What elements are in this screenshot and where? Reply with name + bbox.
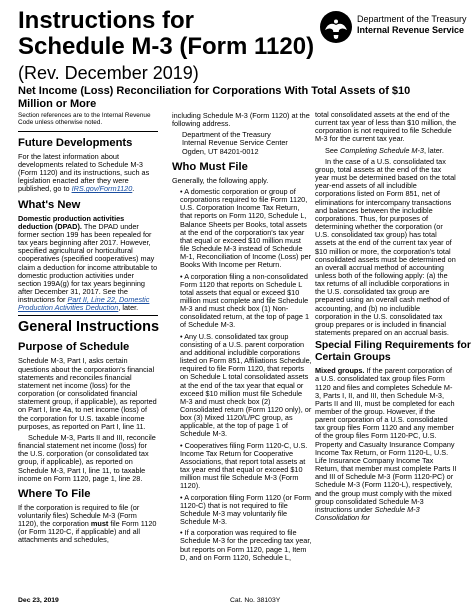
column-right bbox=[315, 110, 471, 525]
list-item: • A corporation filing a non-consolidated Form 1120 that reports on Schedule L total assets that equal or exceed $10 million must complete and file Schedule M-3 and must check box (1) Non-consolidated return, at the top of page 1 of Schedule M-3. bbox=[180, 271, 310, 330]
who-must-file-intro: Generally, the following apply. bbox=[172, 175, 269, 185]
threshold-continuation: total consolidated assets at the end of the current tax year of less than $10 million, the corporation is not required to file Schedule M-3 for the current tax year. bbox=[315, 110, 457, 144]
purpose-heading: Purpose of Schedule bbox=[18, 341, 130, 354]
consolidated-assets-paragraph: In the case of a U.S. consolidated tax group, total assets at the end of the tax year must be determined based on the total year-end assets of all includible corporations listed on Form 851, net of eliminations for intercompany transactions and balances between the includible corporations. Thus, for purposes of determining whether the corporation (or U.S. consolidated tax group) has total assets at the end of the current tax year of $10 million or more, the corporation's total consolidated assets must be determined on an overall accrual method of accounting unless both of the following apply: (a) the tax returns of all includible corporations in the U.S. consolidated tax group are prepared using an overall cash method of accounting, and (b) no includible corporation in the U.S. consolidated tax group prepares or is included in financial statements prepared on an accrual basis. bbox=[315, 156, 456, 338]
special-filing-heading: Special Filing Requirements for Certain Groups bbox=[315, 340, 471, 364]
future-developments-text: For the latest information about developments related to Schedule M-3 (Form 1120) and its instructions, such as legislation enacted after they were published, go to IRS.gov/Form1120. bbox=[18, 151, 150, 194]
column-middle bbox=[172, 112, 312, 565]
where-to-file-heading: Where To File bbox=[18, 487, 91, 500]
section-references-note: Section references are to the Internal Revenue Code unless otherwise noted. bbox=[18, 112, 151, 127]
document-subtitle: Net Income (Loss) Reconciliation for Corporations With Total Assets of $10 Million or More bbox=[18, 85, 411, 110]
agency-irs: Internal Revenue Service bbox=[357, 24, 465, 35]
document-title-line-1: Instructions for bbox=[18, 7, 195, 34]
general-instructions-heading: General Instructions bbox=[18, 315, 158, 336]
who-must-file-heading: Who Must File bbox=[172, 160, 248, 173]
agency-name bbox=[357, 14, 467, 35]
agency-department: Department of the Treasury bbox=[357, 14, 467, 24]
list-item: • A corporation filing Form 1120 (or Form 1120-C) that is not required to file Schedule M-3 may voluntarily file Schedule M-3. bbox=[180, 492, 311, 527]
divider bbox=[18, 131, 158, 132]
dpad-paragraph: Domestic production activities deduction (DPAD). The DPAD under former section 199 has been repealed for tax years beginning after 2017. However, specified agricultural or horticultural cooperatives (specified cooperatives) may claim a deduction for income attributable to domestic production activities under section 199A(g) for tax years beginning after December 31, 2017. See the instructions for Part II, Line 22, Domestic Production Activities Deduction, later. bbox=[18, 213, 158, 313]
mailing-address: Department of the Treasury Internal Revenue Service Center Ogden, UT 84201-0012 bbox=[182, 130, 288, 156]
purpose-paragraph-1: Schedule M-3, Part I, asks certain questions about the corporation's financial statements and reconciles financial statement net income (loss) for the corporation (or consolidated financial statement group, if applicable), as reported on Part I, line 4a, to net income (loss) of the corporation for U.S. taxable income purposes, as reported on Part I, line 11. bbox=[18, 356, 157, 431]
list-item: • A domestic corporation or group of corporations required to file Form 1120, U.S. Corporation Income Tax Return, that reports on Form 1120, Schedule L, Balance Sheets per Books, total assets at the end of the corporation's tax year that equal or exceed $10 million must file Schedule M-3 instead of Schedule M-1, Reconciliation of Income (Loss) per Books With Income per Return. bbox=[180, 186, 311, 270]
list-item: • If a corporation was required to file Schedule M-3 for the preceding tax year, but reports on Form 1120, page 1, Item D, and on Form 1120, Schedule L, bbox=[180, 528, 312, 562]
footer-catalog-number: Cat. No. 38103Y bbox=[230, 597, 281, 604]
list-item: • Any U.S. consolidated tax group consisting of a U.S. parent corporation and additional includible corporations listed on Form 851, Affiliations Schedule, required to file Form 1120, that reports on Schedule L total consolidated assets at the end of the tax year that equal or exceed $10 million must file Schedule M-3 and must check box (2) Consolidated return (Form 1120 only), or box (3) Mixed 1120/L/PC group, as applicable, at the top of page 1 of Schedule M-3. bbox=[180, 331, 312, 439]
revision-date: (Rev. December 2019) bbox=[18, 63, 199, 83]
whats-new-heading: What's New bbox=[18, 198, 81, 211]
where-to-file-text: If the corporation is required to file (or voluntarily files) Schedule M-3 (Form 1120), the corporation must file Form 1120 (or Form 1120-C, if applicable) and all attachments and schedules, bbox=[18, 502, 157, 545]
footer-date: Dec 23, 2019 bbox=[18, 597, 59, 604]
document-title-line-2: Schedule M-3 (Form 1120) bbox=[18, 33, 315, 60]
column-left bbox=[18, 112, 158, 548]
see-completing-reference: See Completing Schedule M-3, later. bbox=[325, 145, 444, 155]
address-intro: including Schedule M-3 (Form 1120) at the following address. bbox=[172, 111, 310, 129]
mixed-groups-paragraph: Mixed groups. If the parent corporation of a U.S. consolidated tax group files Form 1120 and files and completes Schedule M-3, Parts I, II, and III, then Schedule M-3, Parts II and III, must be completed for each member of the group. However, if the parent corporation of a U.S. consolidated tax group files Form 1120 and any member of the group files Form 1120-PC, U.S. Property and Casualty Insurance Company Income Tax Return, or Form 1120-L, U.S. Life Insurance Company Income Tax Return, that member must complete Parts II and III of Schedule M-3 (Form 1120-PC) or Schedule M-3 (Form 1120-L), respectively, and the group must comply with the mixed group consolidated Schedule M-3 instructions under Schedule M-3 Consolidation for bbox=[315, 366, 457, 523]
irs-form1120-link[interactable]: IRS.gov/Form1120 bbox=[71, 184, 133, 194]
irs-eagle-logo-icon bbox=[318, 9, 354, 45]
future-developments-heading: Future Developments bbox=[18, 136, 133, 149]
list-item: • Cooperatives filing Form 1120-C, U.S. Income Tax Return for Cooperative Associations, that report total assets at tax year end that equal or exceed $10 million must file Schedule M-3 (Form 1120). bbox=[180, 440, 308, 491]
purpose-paragraph-2: Schedule M-3, Parts II and III, reconcile financial statement net income (loss) for the U.S. corporation (or consolidated tax group, if applicable), as reported on Schedule M-3, Part I, line 11, to taxable income on Form 1120, page 1, line 28. bbox=[18, 432, 156, 483]
part2-line22-link[interactable]: Part II, Line 22, Domestic Production Activities Deduction bbox=[18, 295, 150, 313]
